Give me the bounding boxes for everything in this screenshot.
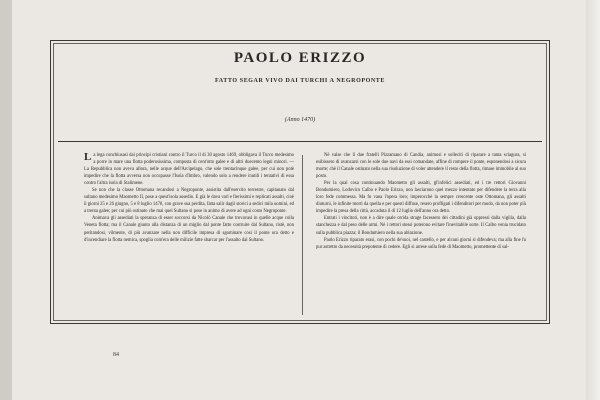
page-title: PAOLO ERIZZO: [233, 50, 367, 66]
paragraph: Entrati i vincitori, non è a dire quale orrida strage facessero dei cittadini già oppressi dalla vigilia, dalla stanchezza e dal peso delle armi. Nè i rettori stessi poterono evitare l'inevitabile sorte. Il Calbo venia trucidato sulla pubblica piazza; il Bondumiero nella sua ablazione.: [316, 216, 526, 236]
paragraph: Per la qual cosa continuando Maometto gli assalti, gl'infelici assediati, ed i tre rettori Giovanni Bondumiero, Lodovico Calbo e Paolo Erizzo, non lasciarono quel mezzo intentato per difendere la terra alla loro fede commessa. Ma fu vana l'opera loro; imperocchè la sempre crescente oste Ottomana, gli assalti diuturni, le infinite morti da quella e per questi diffuse, resero profligati i difenditori per modo, da non poter più impedire la presa della città, accaduta il di 12 luglio dell'anno ora detto.: [316, 181, 526, 215]
paragraph: Paolo Erizzo riparato erasi, con pochi de'suoi, nel castello, e per alcuni giorni si difendeva; ma alla fine fu pur astretto da necessità prepotente di cedere. Egli si arrese sulla fede di Maometto, promettente di sal-: [316, 237, 526, 250]
paragraph: La lega conchiusasi dai principi cristiani contro il Turco il di 30 agosto 1469, obbligava il Turco medesimo a porre in mare una flotta poderosissima, composta di cent'otto galee e di altri duecento legni minori. — La Repubblica non aveva allora, nelle acque dell'Arcipelago, che sole trentacinque galee, per cui non potè impedire che la flotta avversa non occupasse l'Isola d'Imbro, valendo solo a rendere inutili i tentativi di essa contro l'altra isola di Stalimene.: [84, 151, 294, 187]
paragraph: Nè valse che li due fratelli Pizzamano di Candia, animosi e sollecitì di riparare a tanta sciagura, si esibissero di avanzarsi con le sole due navi da essi comandate, affine di rompere il ponte, esponendosi a sicura morte; chè il Canale ostinato nella sua risoluzione di voler attendere il resto della flotta, rimase immobile al suo posto.: [316, 153, 526, 180]
page-number: 84: [113, 352, 119, 358]
drop-cap: L: [84, 151, 92, 163]
paragraph: Se non che la classe Ottomana recandosi a Negroponte, assistita dall'esercito terrestre, capitanato dal sultano medesimo Maometto II, pose a quest'isola assedio. E già le dava varî e fierissimi e replicati assalti, cioè il giorni 25 e 26 giugno, 5 e 8 luglio 1470, con grave sua perdita, fatta salir dagli storici a sedici mila uomini, ed a trenta galee; per cui più ostinato che mai quel Sultano si pose in animo di avere ad ogni costo Negroponte.: [84, 188, 294, 215]
right-column: [316, 152, 526, 251]
column-divider: [302, 155, 303, 315]
left-column: [84, 152, 294, 244]
paragraph: Animava gli assediati la speranza di esser soccorsi da Nicolò Canale che trovavasi in quelle acque colla Veneta flotta; ma il Canale giunto alla distanza di un miglio dal ponte fatto costruire dal Sultano, ristè, non peritandosi, vilmente, di più avanzare nella non difficile impresa di sgominare così il ponte ora detto e d'incendiare la flotta nemica, spoglia com'era delle milizie fatte sbarcar per l'assalto dal Sultano.: [84, 216, 294, 243]
date-line: (Anno 1470): [284, 117, 316, 123]
header-rule: [58, 141, 542, 142]
page-subtitle: FATTO SEGAR VIVO DAI TURCHI A NEGROPONTE: [214, 78, 386, 84]
